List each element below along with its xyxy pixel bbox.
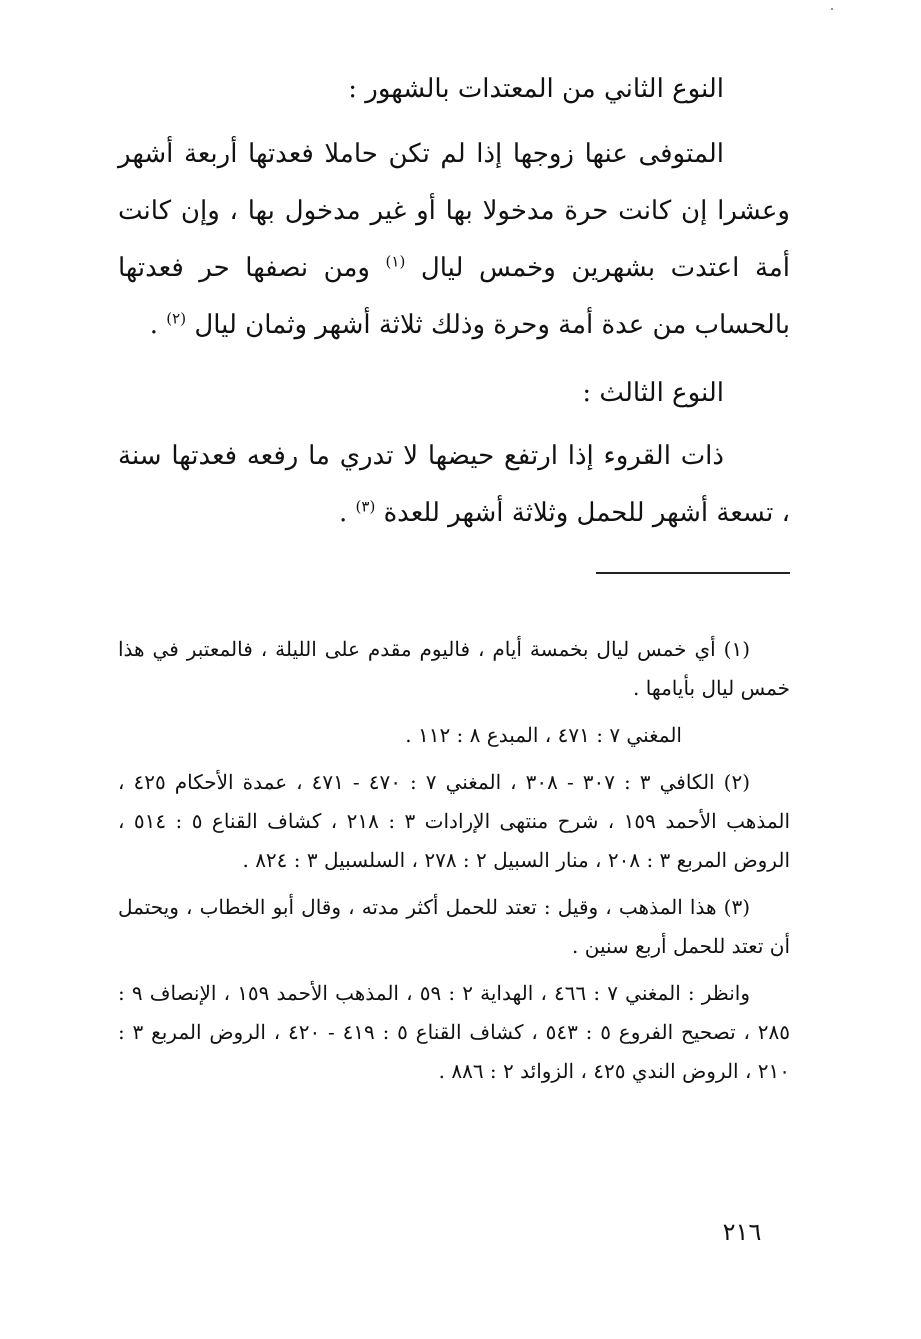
footnotes [118, 630, 790, 1099]
paragraph-text: ومن نصفها حر فعدتها بالحساب من عدة أمة وحرة وذلك ثلاثة أشهر وثمان ليال [118, 253, 790, 340]
main-text [118, 66, 790, 542]
paragraph-end-mark: . [149, 310, 158, 340]
footnote-1-sources: المغني ٧ : ٤٧١ ، المبدع ٨ : ١١٢ . [405, 723, 682, 747]
section-heading-third-type: النوع الثالث : [582, 378, 724, 408]
footnote-2: (٢) الكافي ٣ : ٣٠٧ - ٣٠٨ ، المغني ٧ : ٤٧٠ - ٤٧١ ، عمدة الأحكام ٤٢٥ ، المذهب الأحمد ١٥٩ ، شرح منتهى الإرادات ٣ : ٢١٨ ، كشاف القناع ٥ : ٥١٤ ، الروض المربع ٣ : ٢٠٨ ، منار السبيل ٢ : ٢٧٨ ، السلسبيل ٣ : ٨٢٤ . [118, 770, 791, 872]
footnote-3: (٣) هذا المذهب ، وقيل : تعتد للحمل أكثر مدته ، وقال أبو الخطاب ، ويحتمل أن تعتد للحمل أربع سنين . [118, 895, 790, 958]
footnote-separator [596, 572, 790, 574]
footnote-reference-3: (٣) [355, 497, 376, 516]
footnote-3-sources: وانظر : المغني ٧ : ٤٦٦ ، الهداية ٢ : ٥٩ ، المذهب الأحمد ١٥٩ ، الإنصاف ٩ : ٢٨٥ ، تصحيح الفروع ٥ : ٥٤٣ ، كشاف القناع ٥ : ٤١٩ - ٤٢٠ ، الروض المربع ٣ : ٢١٠ ، الروض الندي ٤٢٥ ، الزوائد ٢ : ٨٨٦ . [118, 981, 791, 1083]
section-heading-second-type: النوع الثاني من المعتدات بالشهور : [348, 74, 724, 104]
footnote-reference-1: (١) [385, 252, 406, 271]
scan-speck [831, 8, 833, 10]
paragraph-widow-waiting-period [118, 126, 790, 354]
paragraph-text: ذات القروء إذا ارتفع حيضها لا تدري ما رفعه فعدتها سنة ، تسعة أشهر للحمل وثلاثة أشهر للعدة [118, 441, 790, 528]
paragraph-end-mark: . [338, 498, 348, 528]
page-number: ٢١٦ [722, 1218, 762, 1246]
footnote-reference-2: (٢) [166, 309, 187, 328]
paragraph-text: المتوفى عنها زوجها إذا لم تكن حاملا فعدتها أربعة أشهر وعشرا إن كانت حرة مدخولا بها أو غير مدخول بها ، وإن كانت أمة اعتدت بشهرين وخمس ليال [118, 139, 791, 283]
paragraph-menstruation-ceased [118, 428, 790, 542]
footnote-1: (١) أي خمس ليال بخمسة أيام ، فاليوم مقدم على الليلة ، فالمعتبر في هذا خمس ليال بأيامها . [118, 637, 790, 700]
